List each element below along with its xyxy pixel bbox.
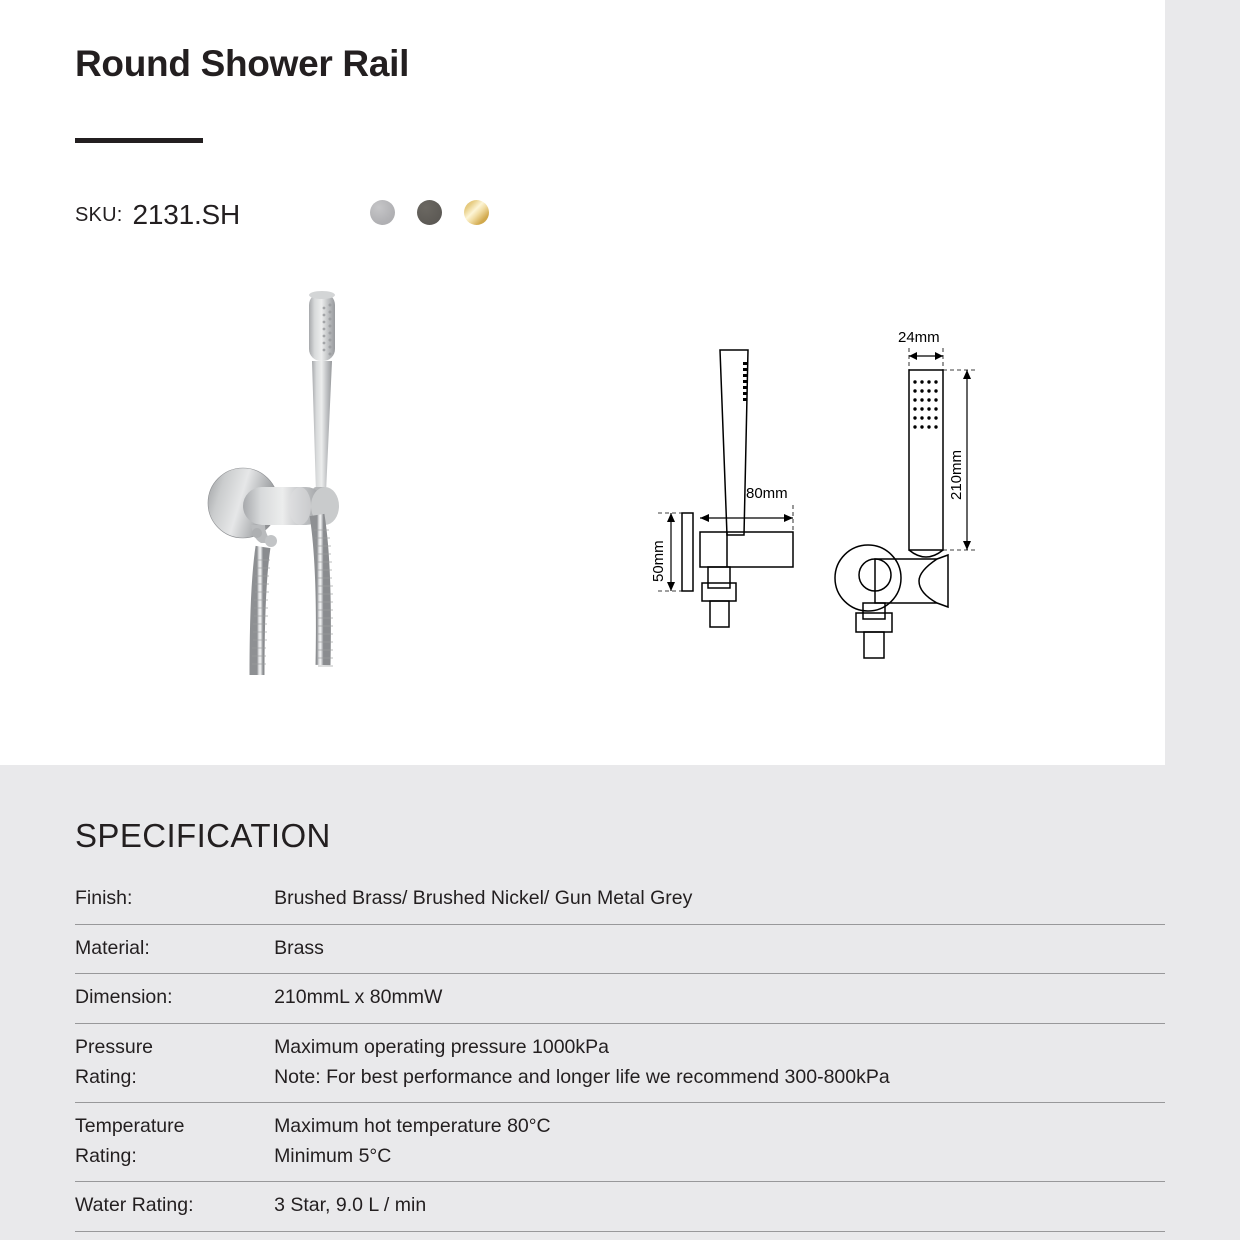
table-row: [75, 924, 1165, 974]
handheld-shower-head: [309, 291, 335, 495]
table-row: [75, 1023, 1165, 1102]
dimension-label-50mm: 50mm: [650, 540, 667, 582]
spec-label-line: Rating:: [75, 1144, 137, 1167]
drawing-front-elevation: [835, 370, 948, 658]
dimension-label-210mm: 210mm: [948, 449, 965, 500]
sku-value: 2131.SH: [132, 199, 241, 230]
spec-label-water-rating: Water Rating:: [75, 1194, 194, 1217]
technical-drawing: [630, 320, 1000, 665]
spec-label-dimension: Dimension:: [75, 986, 173, 1009]
product-photo: [185, 275, 380, 675]
dimension-label-24mm: 24mm: [898, 329, 940, 346]
spec-label-pressure-rating: [75, 1023, 274, 1102]
spec-value-line: Minimum 5°C: [274, 1144, 392, 1167]
spec-value-line: Note: For best performance and longer life we recommend 300-800kPa: [274, 1065, 890, 1088]
dimension-24mm: [909, 348, 943, 370]
swatch-gun-metal-grey[interactable]: [417, 200, 442, 225]
specification-section: [0, 765, 1240, 1240]
spec-label-line: Pressure: [75, 1035, 154, 1058]
spec-value-pressure-rating: [274, 1023, 1165, 1102]
spec-label-line: Temperature: [75, 1115, 185, 1138]
spec-value-line: 3 Star, 9.0 L / min: [274, 1194, 427, 1217]
sku-label: SKU:: [75, 203, 123, 226]
spec-value-water-rating: [274, 1182, 1165, 1232]
spec-value-line: Brushed Brass/ Brushed Nickel/ Gun Metal Grey: [274, 887, 693, 909]
spec-label-finish: Finish:: [75, 887, 133, 909]
specification-table: [75, 875, 1165, 1232]
spec-value-line: 210mmL x 80mmW: [274, 986, 443, 1009]
finish-swatch-group: [370, 200, 489, 225]
specification-heading: SPECIFICATION: [75, 817, 331, 854]
spec-value-material: [274, 924, 1165, 974]
spec-label-material: Material:: [75, 936, 150, 959]
dimension-80mm: [700, 505, 793, 532]
spec-value-line: Maximum hot temperature 80°C: [274, 1115, 551, 1138]
page-title: Round Shower Rail: [75, 43, 410, 84]
table-row: [75, 875, 1165, 924]
table-row: [75, 1103, 1165, 1182]
spec-label-temperature-rating: [75, 1103, 274, 1182]
table-row: [75, 974, 1165, 1024]
table-row: [75, 1182, 1165, 1232]
spec-value-dimension: [274, 974, 1165, 1024]
spec-value-finish: [274, 875, 1165, 924]
dimension-label-80mm: 80mm: [746, 485, 788, 502]
swatch-brushed-brass[interactable]: [464, 200, 489, 225]
spec-label-line: Rating:: [75, 1065, 137, 1088]
sku-row: [75, 193, 240, 237]
swatch-brushed-nickel[interactable]: [370, 200, 395, 225]
spec-value-line: Maximum operating pressure 1000kPa: [274, 1035, 609, 1058]
spec-value-temperature-rating: [274, 1103, 1165, 1182]
spec-value-line: Brass: [274, 936, 324, 959]
title-underline-rule: [75, 138, 203, 143]
